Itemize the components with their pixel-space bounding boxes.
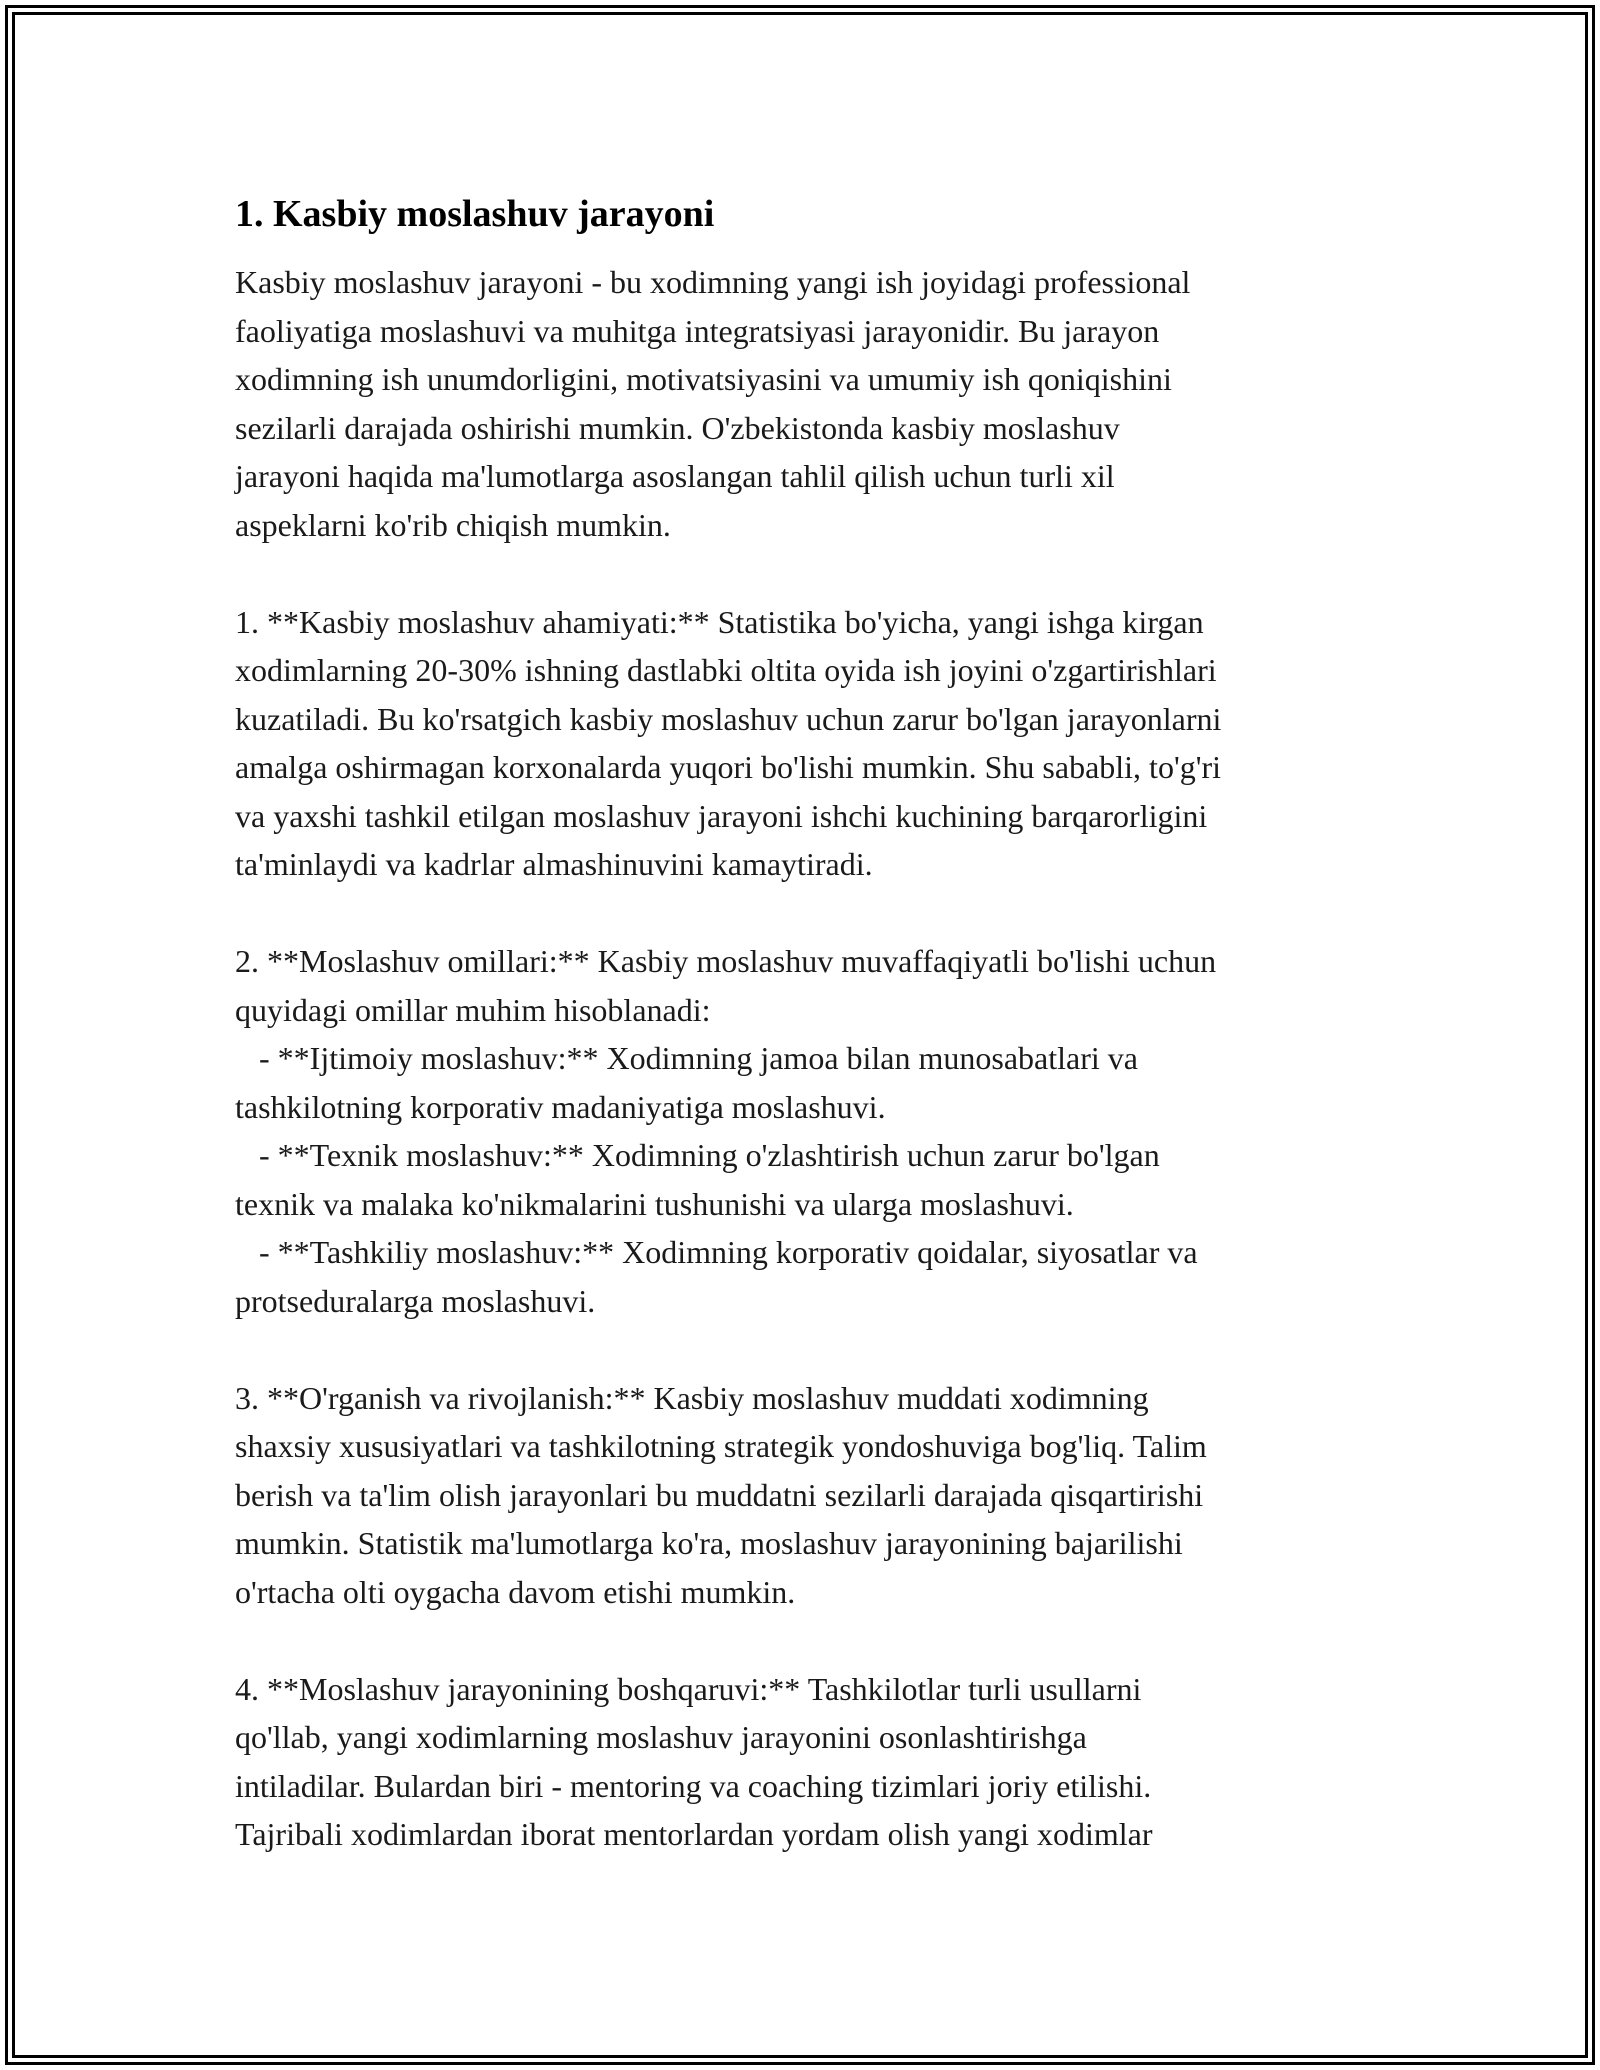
document-content [235,190,1405,1859]
section-body-text: Kasbiy moslashuv jarayoni - bu xodimning yangi ish joyidagi professional faoliyatiga moslashuvi va muhitga integratsiyasi jarayonidir. Bu jarayon xodimning ish unumdorligini, motivatsiyasini va umumiy ish qoniqishini sezilarli darajada oshirishi mumkin. O'zbekistonda kasbiy moslashuv jarayoni haqida ma'lumotlarga asoslangan tahlil qilish uchun turli xil aspeklarni ko'rib chiqish mumkin. 1. **Kasbiy moslashuv ahamiyati:** Statistika bo'yicha, yangi ishga kirgan xodimlarning 20-30% ishning dastlabki oltita oyida ish joyini o'zgartirishlari kuzatiladi. Bu ko'rsatgich kasbiy moslashuv uchun zarur bo'lgan jarayonlarni amalga oshirmagan korxonalarda yuqori bo'lishi mumkin. Shu sababli, to'g'ri va yaxshi tashkil etilgan moslashuv jarayoni ishchi kuchining barqarorligini ta'minlaydi va kadrlar almashinuvini kamaytiradi. 2. **Moslashuv omillari:** Kasbiy moslashuv muvaffaqiyatli bo'lishi uchun quyidagi omillar muhim hisoblanadi: - **Ijtimoiy moslashuv:** Xodimning jamoa bilan munosabatlari va tashkilotning korporativ madaniyatiga moslashuvi. - **Texnik moslashuv:** Xodimning o'zlashtirish uchun zarur bo'lgan texnik va malaka ko'nikmalarini tushunishi va ularga moslashuvi. - **Tashkiliy moslashuv:** Xodimning korporativ qoidalar, siyosatlar va protseduralarga moslashuvi. 3. **O'rganish va rivojlanish:** Kasbiy moslashuv muddati xodimning shaxsiy xususiyatlari va tashkilotning strategik yondoshuviga bog'liq. Talim berish va ta'lim olish jarayonlari bu muddatni sezilarli darajada qisqartirishi mumkin. Statistik ma'lumotlarga ko'ra, moslashuv jarayonining bajarilishi o'rtacha olti oygacha davom etishi mumkin. 4. **Moslashuv jarayonining boshqaruvi:** Tashkilotlar turli usullarni qo'llab, yangi xodimlarning moslashuv jarayonini osonlashtirishga intiladilar. Bulardan biri - mentoring va coaching tizimlari joriy etilishi. Tajribali xodimlardan iborat mentorlardan yordam olish yangi xodimlar [235,264,1222,1852]
section-heading: 1. Kasbiy moslashuv jarayoni [235,193,715,235]
